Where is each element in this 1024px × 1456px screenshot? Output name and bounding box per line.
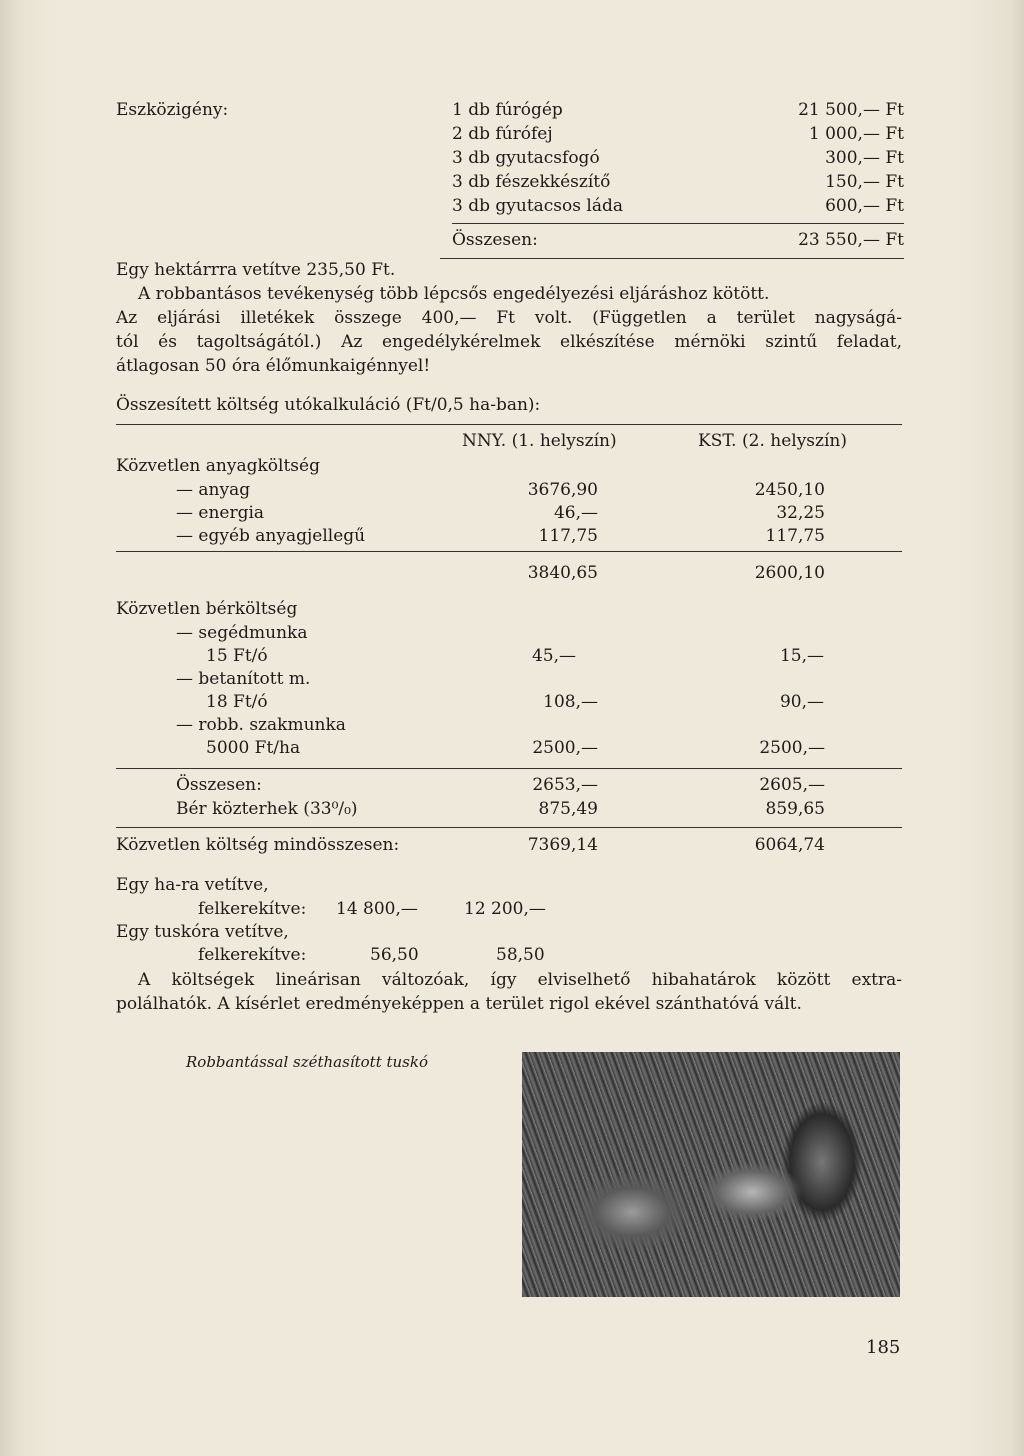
row-label: — egyéb anyagjellegű bbox=[176, 526, 366, 546]
row-value-1: 2500,— bbox=[532, 738, 598, 758]
per-stump-value-1: 56,50 bbox=[370, 945, 419, 965]
row-label: — energia bbox=[176, 503, 265, 523]
per-ha-value-2: 12 200,— bbox=[464, 899, 546, 919]
paragraph-line: A robbantásos tevékenység több lépcsős engedélyezési eljáráshoz kötött. bbox=[138, 284, 770, 304]
eszkoz-item-value: 600,— Ft bbox=[825, 196, 904, 216]
row-value-1: 108,— bbox=[543, 692, 598, 712]
row-label: — betanított m. bbox=[176, 669, 311, 689]
eszkoz-item-name: 2 db fúrófej bbox=[452, 124, 553, 144]
material-sum-2: 2600,10 bbox=[754, 563, 825, 583]
row-value-2: 2450,10 bbox=[754, 480, 825, 500]
divider bbox=[116, 827, 902, 828]
per-stump-value-2: 58,50 bbox=[496, 945, 545, 965]
row-label: — robb. szakmunka bbox=[176, 715, 346, 735]
row-sublabel: 18 Ft/ó bbox=[206, 692, 268, 712]
per-ha-line: Egy ha-ra vetítve, bbox=[116, 875, 269, 895]
row-sublabel: 5000 Ft/ha bbox=[206, 738, 301, 758]
grand-total-label: Közvetlen költség mindösszesen: bbox=[116, 835, 400, 855]
divider bbox=[116, 768, 902, 769]
cost-table-title: Összesített költség utókalkuláció (Ft/0,5 ha-ban): bbox=[116, 395, 541, 415]
row-value-2: 2500,— bbox=[759, 738, 825, 758]
row-value-2: 117,75 bbox=[765, 526, 825, 546]
eszkoz-item-value: 1 000,— Ft bbox=[808, 124, 904, 144]
divider bbox=[116, 424, 902, 425]
col-header-1: NNY. (1. helyszín) bbox=[462, 431, 617, 451]
wage-total-label: Összesen: bbox=[176, 775, 262, 795]
material-heading: Közvetlen anyagköltség bbox=[116, 456, 320, 476]
paragraph-line: Egy hektárrra vetítve 235,50 Ft. bbox=[116, 260, 396, 280]
divider bbox=[452, 223, 904, 224]
paragraph-line: polálhatók. A kísérlet eredményeképpen a terület rigol ekével szánthatóvá vált. bbox=[116, 994, 802, 1014]
wage-tax-2: 859,65 bbox=[765, 799, 825, 819]
page-number: 185 bbox=[866, 1337, 901, 1358]
paragraph-line: tól és tagoltságától.) Az engedélykérelmek elkészítése mérnöki szintű feladat, bbox=[116, 332, 902, 352]
paragraph-conclusion bbox=[116, 968, 902, 1016]
per-ha-label: felkerekítve: bbox=[198, 899, 307, 919]
eszkoz-item-name: 3 db gyutacsfogó bbox=[452, 148, 600, 168]
eszkoz-item-value: 21 500,— Ft bbox=[798, 100, 904, 120]
photo-caption: Robbantással széthasított tuskó bbox=[186, 1053, 428, 1071]
per-stump-line: Egy tuskóra vetítve, bbox=[116, 922, 289, 942]
eszkoz-label: Eszközigény: bbox=[116, 100, 229, 120]
per-ha-value-1: 14 800,— bbox=[336, 899, 418, 919]
wage-total-2: 2605,— bbox=[759, 775, 825, 795]
stump-photo bbox=[522, 1052, 900, 1297]
row-value-2: 90,— bbox=[779, 692, 824, 712]
grand-total-2: 6064,74 bbox=[754, 835, 825, 855]
eszkoz-item-name: 1 db fúrógép bbox=[452, 100, 563, 120]
paragraph-line: átlagosan 50 óra élőmunkaigénnyel! bbox=[116, 356, 431, 376]
divider bbox=[116, 551, 902, 552]
eszkoz-total-label: Összesen: bbox=[452, 230, 538, 250]
row-label: — anyag bbox=[176, 480, 251, 500]
wage-tax-1: 875,49 bbox=[538, 799, 598, 819]
eszkoz-item-value: 300,— Ft bbox=[825, 148, 904, 168]
per-stump-label: felkerekítve: bbox=[198, 945, 307, 965]
wage-tax-label: Bér közterhek (33⁰/₀) bbox=[176, 799, 358, 819]
eszkoz-item-name: 3 db fészekkészítő bbox=[452, 172, 611, 192]
eszkoz-item-value: 150,— Ft bbox=[825, 172, 904, 192]
row-value-1: 46,— bbox=[553, 503, 598, 523]
eszkoz-item-name: 3 db gyutacsos láda bbox=[452, 196, 623, 216]
row-sublabel: 15 Ft/ó bbox=[206, 646, 268, 666]
wage-total-1: 2653,— bbox=[532, 775, 598, 795]
eszkoz-total-value: 23 550,— Ft bbox=[798, 230, 904, 250]
row-value-2: 15,— bbox=[779, 646, 824, 666]
paragraph-cost-intro bbox=[116, 258, 902, 378]
wage-heading: Közvetlen bérköltség bbox=[116, 599, 298, 619]
material-sum-1: 3840,65 bbox=[527, 563, 598, 583]
row-value-1: 3676,90 bbox=[527, 480, 598, 500]
row-value-2: 32,25 bbox=[776, 503, 825, 523]
col-header-2: KST. (2. helyszín) bbox=[698, 431, 847, 451]
paragraph-line: Az eljárási illetékek összege 400,— Ft volt. (Független a terület nagyságá- bbox=[116, 308, 902, 328]
row-value-1: 45,— bbox=[531, 646, 576, 666]
paragraph-line: A költségek lineárisan változóak, így elviselhető hibahatárok között extra- bbox=[138, 970, 902, 990]
row-label: — segédmunka bbox=[176, 623, 308, 643]
grand-total-1: 7369,14 bbox=[527, 835, 598, 855]
row-value-1: 117,75 bbox=[538, 526, 598, 546]
